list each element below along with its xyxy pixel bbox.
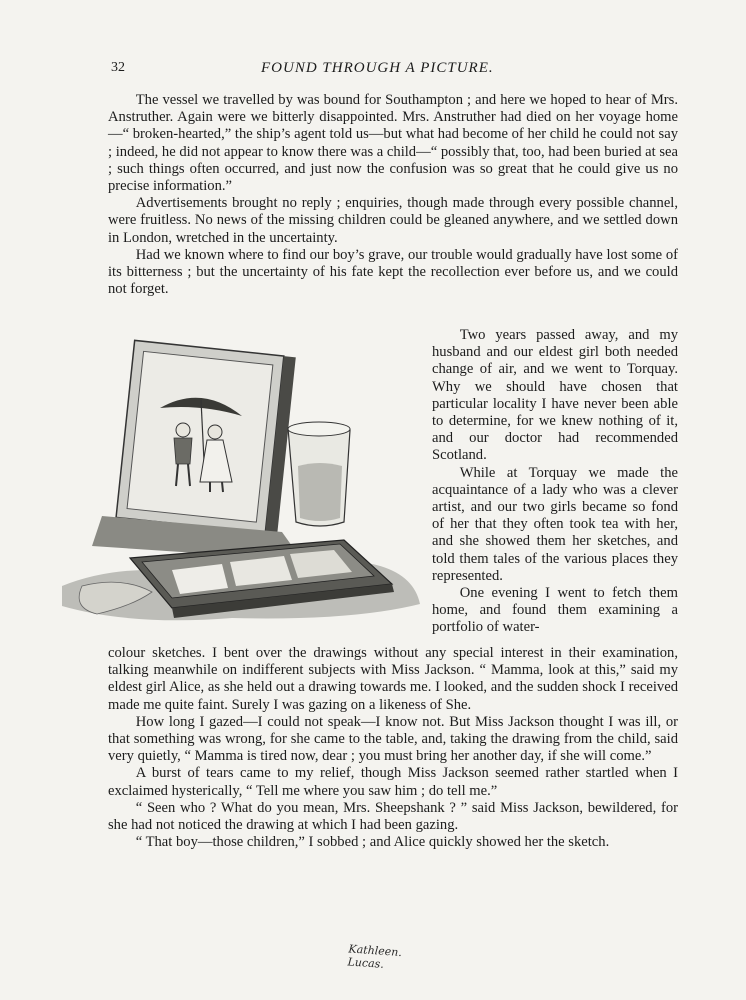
artist-signature: Kathleen. Lucas. (347, 942, 403, 971)
paragraph: While at Torquay we made the acquaintance of a lady who was a clever artist, and our two girls became so fond of her that they often took tea with her, and she showed them her sketches, and told them tales of the various places they represented. (432, 464, 678, 584)
paragraph: A burst of tears came to my relief, though Miss Jackson seemed rather startled when I exclaimed hysterically, “ Tell me where you saw him ; do tell me.” (108, 765, 678, 799)
paragraph: colour sketches. I bent over the drawings without any special interest in their examination, talking meanwhile on indifferent subjects with Miss Jackson. “ Mamma, look at this,” said my eldest girl Alice, as she held out a drawing towards me. I looked, and the sudden shock I received made me quite faint. Surely I was gazing on a likeness of She. (108, 645, 678, 713)
text-block-top (108, 92, 678, 298)
paragraph: Two years passed away, and my husband and our eldest girl both needed change of air, and we went to Torquay. Why we should have chosen that particular locality I have never been able to determine, for we knew nothing of it, and our doctor had recommended Scotland. (432, 327, 678, 464)
page-header (111, 60, 651, 82)
paragraph: The vessel we travelled by was bound for Southampton ; and here we hoped to hear of Mrs. Anstruther. Again were we bitterly disappointed. Mrs. Anstruther had died on her voyage home—“ broken-hearted,” the ship’s agent told us—but what had become of her child he could not say ; indeed, he did not appear to know there was a child—“ possibly that, too, had been buried at sea ; such things often occurred, and just now the confusion was so great that he could give us no precise information.” (108, 92, 678, 195)
paragraph: How long I gazed—I could not speak—I know not. But Miss Jackson thought I was ill, or that something was wrong, for she came to the table, and, taking the drawing from the child, said very quietly, “ Mamma is tired now, dear ; you must bring her another day, if she will come.” (108, 713, 678, 765)
text-block-bottom (108, 645, 678, 851)
paragraph: Advertisements brought no reply ; enquiries, though made through every possible channel, were fruitless. No news of the missing children could be gleaned anywhere, and we settled down in London, wretched in the uncertainty. (108, 195, 678, 246)
running-title: FOUND THROUGH A PICTURE. (261, 60, 494, 76)
paragraph: One evening I went to fetch them home, and found them examining a portfolio of water- (432, 585, 678, 636)
text-block-wrapped (432, 327, 678, 637)
paragraph: “ That boy—those children,” I sobbed ; and Alice quickly showed her the sketch. (135, 834, 610, 851)
paragraph: “ Seen who ? What do you mean, Mrs. Sheepshank ? ” said Miss Jackson, bewildered, for she had not noticed the drawing at which I had been gazing. (108, 799, 678, 834)
page-number: 32 (111, 60, 125, 75)
paragraph: Had we known where to find our boy’s grave, our trouble would gradually have lost some of its bitterness ; but the uncertainty of his fate kept the recollection ever before us, and we could not forget. (108, 246, 678, 298)
